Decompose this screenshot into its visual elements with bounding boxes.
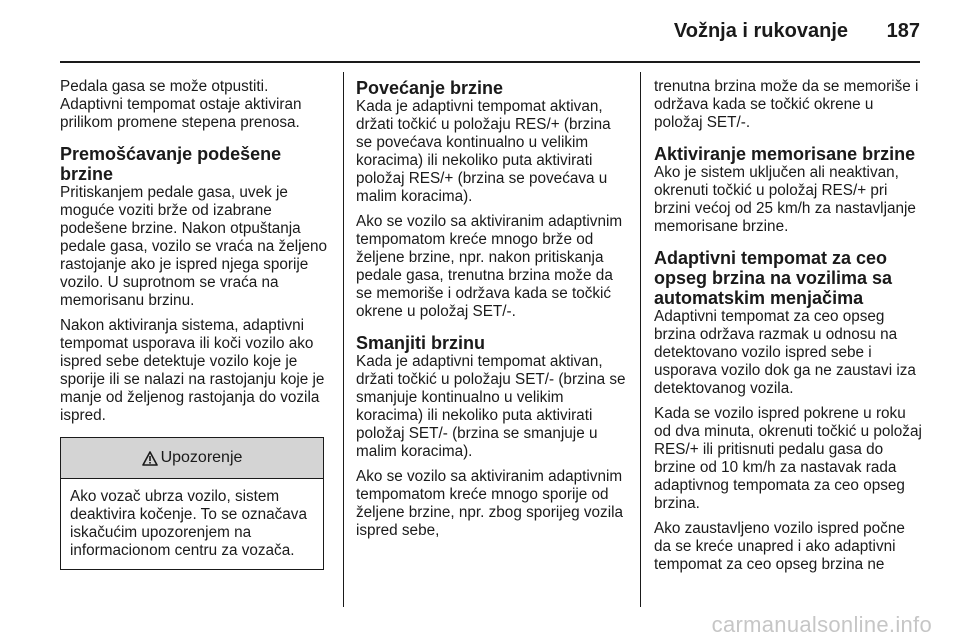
section-heading: Adaptivni tempomat za ceo opseg brzina na vozilima sa automatskim menjačima — [654, 248, 893, 308]
section-heading: Premošćavanje podešene brzine — [60, 144, 282, 184]
paragraph: Nakon aktiviranja sistema, adaptivni tempomat usporava ili koči vozilo ako ispred sebe detektuje vozilo koje je sporije ili se nalazi na rastojanju koje je manje od željenog rastojanja do vozila ispred. — [60, 317, 325, 424]
column-1 — [60, 78, 330, 570]
section-heading: Aktiviranje memorisane brzine — [654, 144, 916, 164]
paragraph: Pritiskanjem pedale gasa, uvek je moguće voziti brže od izabrane podešene brzine. Nakon otpuštanja pedale gasa, vozilo se vraća na željeno rastojanje ako je ispred njega sporije vozilo. U suprotnom se vraća na memorisanu brzinu. — [60, 184, 328, 309]
paragraph: Kada se vozilo ispred pokrene u roku od dva minuta, okrenuti točkić u položaj RES/+ ili pritisnuti pedalu gasa do brzine od 10 km/h za nastavak rada adaptivnog tempomata za ceo opseg brzina. — [654, 405, 922, 512]
warning-title: Upozorenje — [160, 449, 243, 466]
section-heading: Smanjiti brzinu — [356, 333, 486, 353]
page-number: 187 — [886, 20, 920, 42]
paragraph: trenutna brzina može da se memoriše i održava kada se točkić okrene u položaj SET/-. — [654, 78, 919, 131]
page-header — [0, 0, 960, 60]
warning-header — [61, 438, 323, 479]
paragraph: Ako je sistem uključen ali neaktivan, okrenuti točkić u položaj RES/+ pri brzini većoj od 25 km/h za nastavljanje memorisane brzine. — [654, 164, 916, 235]
paragraph: Pedala gasa se može otpustiti. Adaptivni tempomat ostaje aktiviran prilikom promene stepena prenosa. — [60, 78, 302, 131]
column-divider-2 — [640, 72, 641, 607]
column-3 — [654, 78, 926, 581]
paragraph: Ako se vozilo sa aktiviranim adaptivnim tempomatom kreće mnogo brže od željene brzine, npr. nakon pritiskanja pedale gasa, trenutna brzina može da se memoriše i održava kada se točkić okrene u položaj SET/-. — [356, 213, 623, 320]
page-title: Vožnja i rukovanje — [673, 20, 848, 42]
paragraph: Adaptivni tempomat za ceo opseg brzina održava razmak u odnosu na detektovano vozilo ispred sebe i usporava vozilo dok ga ne zaustavi iza detektovanog vozila. — [654, 308, 916, 397]
section-heading: Povećanje brzine — [356, 78, 504, 98]
paragraph: Ako se vozilo sa aktiviranim adaptivnim tempomatom kreće mnogo sporije od željene brzine, npr. zbog sporijeg vozila ispred sebe, — [356, 468, 624, 539]
warning-box — [60, 437, 324, 570]
watermark: carmanualsonline.info — [711, 612, 932, 637]
paragraph: Kada je adaptivni tempomat aktivan, držati točkić u položaju SET/- (brzina se smanjuje kontinualno u velikim koracima) ili nekoliko puta aktivirati položaj SET/- (brzina se smanjuje u malim koracima). — [356, 353, 626, 460]
column-divider-1 — [343, 72, 344, 607]
header-rule — [60, 61, 920, 63]
warning-triangle-icon — [142, 451, 158, 466]
paragraph: Ako zaustavljeno vozilo ispred počne da se kreće unapred i ako adaptivni tempomat za ceo opseg brzina ne — [654, 520, 905, 573]
paragraph: Kada je adaptivni tempomat aktivan, držati točkić u položaju RES/+ (brzina se povećava kontinualno u velikim koracima) ili nekoliko puta aktivirati položaj RES/+ (brzina se povećava u malim koracima). — [356, 98, 611, 205]
warning-body: Ako vozač ubrza vozilo, sistem deaktivira kočenje. To se označava iskačućim upozorenjem na informacionom centru za vozača. — [70, 488, 307, 559]
column-2 — [356, 78, 628, 547]
